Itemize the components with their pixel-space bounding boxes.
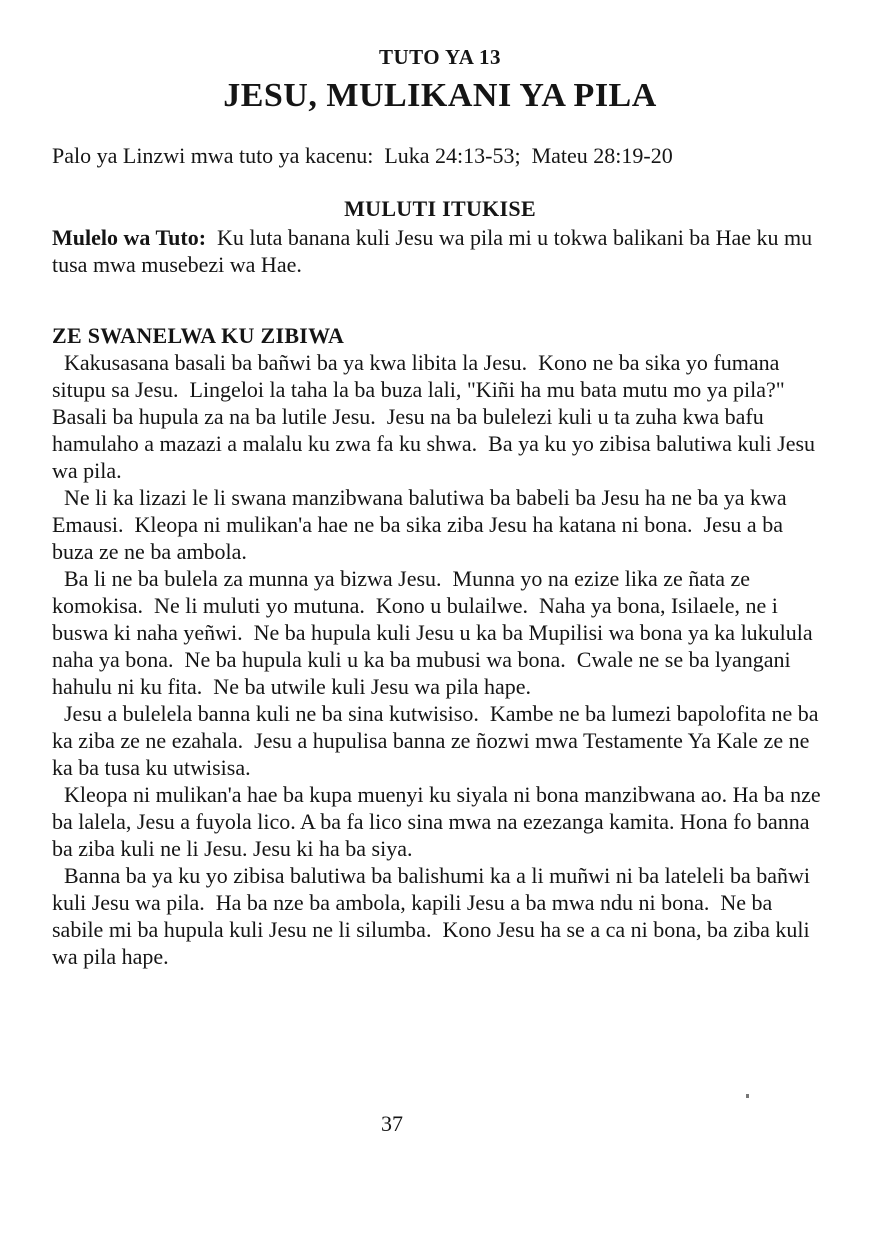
- lesson-paragraph: Jesu a bulelela banna kuli ne ba sina kutwisiso. Kambe ne ba lumezi bapolofita ne ba ka ziba ze ne ezahala. Jesu a hupulisa banna ze ñozwi mwa Testamente Ya Kale ze ne ka ba tusa ku utwisisa.: [52, 701, 824, 780]
- page-content: [52, 44, 828, 970]
- page-number: 37: [381, 1111, 403, 1136]
- lesson-paragraph: Kakusasana basali ba bañwi ba ya kwa libita la Jesu. Kono ne ba sika yo fumana situpu sa Jesu. Lingeloi la taha la ba buza lali, "Kiñi ha mu bata mutu mo ya pila?" Basali ba hupula za na ba lutile Jesu. Jesu na ba bulelezi kuli u ta zuha kwa bafu hamulaho a mazazi a malalu ku zwa fa ku shwa. Ba ya ku yo zibisa balutiwa kuli Jesu wa pila.: [52, 350, 821, 483]
- lesson-number-heading: TUTO YA 13: [378, 45, 502, 69]
- lesson-aim-paragraph: [52, 224, 828, 278]
- lesson-aim-text: Ku luta banana kuli Jesu wa pila mi u tokwa balikani ba Hae ku mu tusa mwa musebezi wa Hae.: [52, 225, 818, 277]
- lesson-paragraph: Banna ba ya ku yo zibisa balutiwa ba balishumi ka a li muñwi ni ba lateleli ba bañwi kuli Jesu wa pila. Ha ba nze ba ambola, kapili Jesu a ba mwa ndu ni bona. Ne ba sabile mi ba hupula kuli Jesu ne li silumba. Kono Jesu ha se a ca ni bona, ba ziba kuli wa pila hape.: [52, 863, 816, 969]
- lesson-paragraph: Kleopa ni mulikan'a hae ba kupa muenyi ku siyala ni bona manzibwana ao. Ha ba nze ba lalela, Jesu a fuyola lico. A ba fa lico sina mwa na ezezanga kamita. Hona fo banna ba ziba kuli ne li Jesu. Jesu ki ha ba siya.: [52, 782, 827, 861]
- teacher-section-heading: MULUTI ITUKISE: [344, 196, 536, 221]
- lesson-section-heading: ZE SWANELWA KU ZIBIWA: [52, 323, 345, 348]
- scan-artifact-speck: [746, 1094, 749, 1098]
- lesson-paragraph: Ne li ka lizazi le li swana manzibwana balutiwa ba babeli ba Jesu ha ne ba ya kwa Emausi. Kleopa ni mulikan'a hae ne ba sika ziba Jesu ha katana ni bona. Jesu a ba buza ze ne ba ambola.: [52, 485, 793, 564]
- scripture-reference-line: Palo ya Linzwi mwa tuto ya kacenu: Luka 24:13-53; Mateu 28:19-20: [52, 143, 673, 168]
- lesson-paragraph: Ba li ne ba bulela za munna ya bizwa Jesu. Munna yo na ezize lika ze ñata ze komokisa. Ne li muluti yo mutuna. Kono u bulailwe. Naha ya bona, Isilaele, ne i buswa ki naha yeñwi. Ne ba hupula kuli Jesu u ka ba Mupilisi wa bona ya ka lukulula naha ya bona. Ne ba hupula kuli u ka ba mubusi wa bona. Cwale ne se ba lyangani hahulu ni ku fita. Ne ba utwile kuli Jesu wa pila hape.: [52, 566, 819, 699]
- page-title: JESU, MULIKANI YA PILA: [223, 77, 657, 114]
- lesson-aim-label: Mulelo wa Tuto:: [52, 225, 207, 250]
